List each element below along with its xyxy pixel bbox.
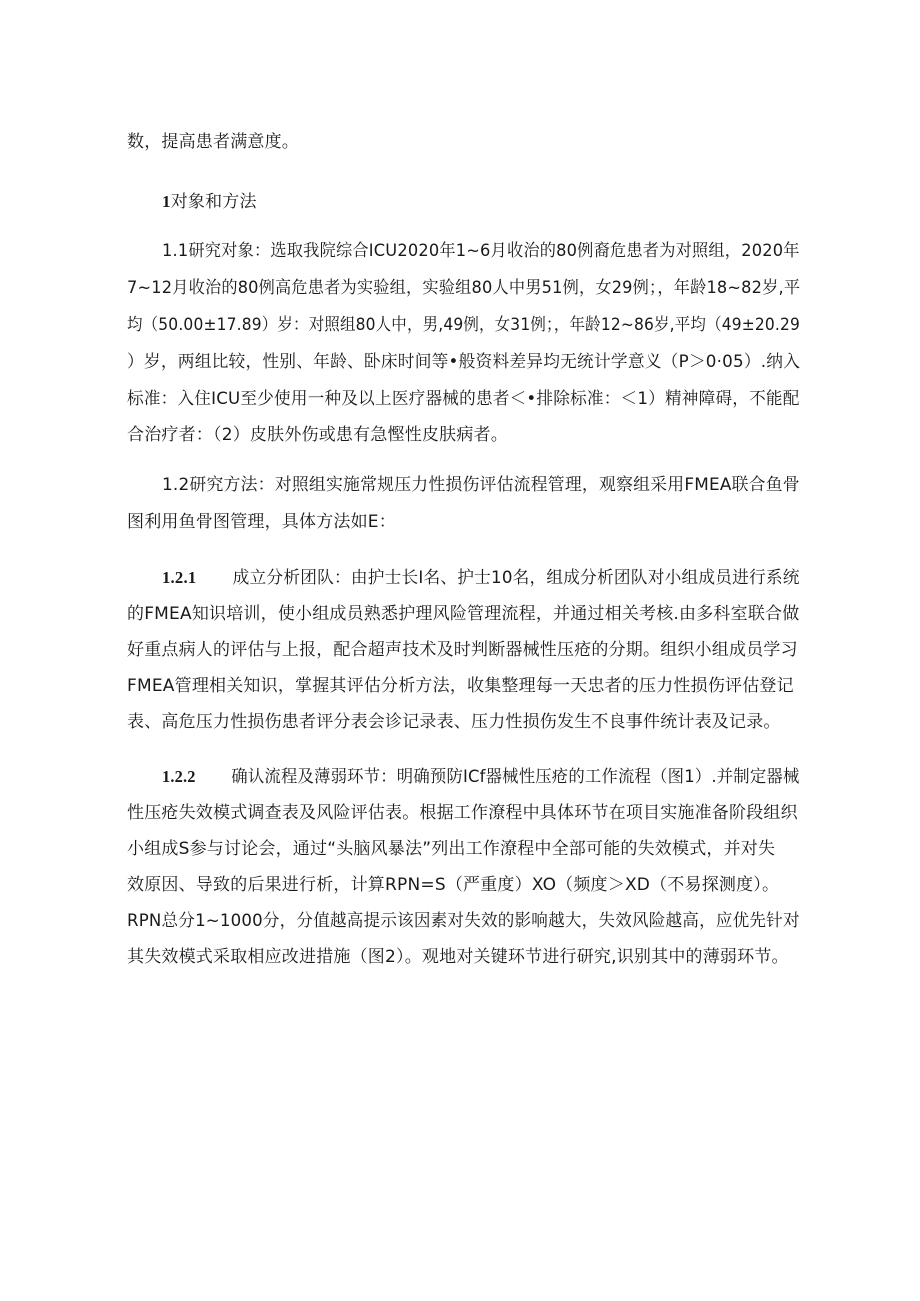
subsection-text: 确认流程及薄弱环节：明确预防ICf器械性压疮的工作流程（图1）.并制定器械 bbox=[231, 767, 800, 787]
section-number: 1 bbox=[162, 192, 171, 211]
paragraph-line: 表、高危压力性损伤患者评分表会诊记录表、压力性损伤发生不良事件统计表及记录。 bbox=[127, 712, 781, 732]
paragraph-line: 的FMEA知识培训，使小组成员熟悉护理风险管理流程，并通过相关考核.由多科室联合做 bbox=[127, 604, 800, 624]
subsection-number: 1.2.1 bbox=[162, 568, 197, 587]
paragraph-line: 好重点病人的评估与上报，配合超声技术及时判断器械性压疮的分期。组织小组成员学习 bbox=[127, 640, 798, 660]
paragraph-line: 1.2研究方法：对照组实施常规压力性损伤评估流程管理，观察组采用FMEA联合鱼骨 bbox=[162, 475, 800, 495]
paragraph-line: 小组成S参与讨论会，通过“头脑风暴法”列出工作潦程中全部可能的失效模式，并对失 bbox=[127, 839, 776, 859]
paragraph-line: 效原因、导致的后果进行析，计算RPN=S（严重度）XO（频度＞XD（不易探测度）。 bbox=[127, 875, 780, 895]
paragraph-line: 其失效模式采取相应改进措施（图2）。观地对关键环节进行研究,识别其中的薄弱环节。 bbox=[127, 947, 789, 967]
paragraph-line: 数，提高患者满意度。 bbox=[127, 132, 299, 152]
subsection-text: 成立分析团队：由护士长I名、护士10名，组成分析团队对小组成员进行系统 bbox=[232, 568, 800, 588]
subsection-number: 1.2.2 bbox=[162, 767, 196, 786]
paragraph-line: FMEA管理相关知识，掌握其评估分析方法，收集整理每一天忠者的压力性损伤评估登记 bbox=[127, 676, 794, 696]
paragraph-line: 7~12月收治的80例高危患者为实验组，实验组80人中男51例，女29例；，年龄18~82岁,平 bbox=[127, 278, 801, 298]
paragraph-line: 标准：入住ICU至少使用一种及以上医疗器械的患者＜•排除标准：＜1）精神障碍，不能配 bbox=[127, 389, 800, 409]
paragraph-line: ）岁，两组比较，性别、年龄、卧床时间等•般资料差异均无统计学意义（P＞0·05）.纳入 bbox=[127, 352, 801, 372]
paragraph-line: 1.1研究对象：选取我院综合ICU2020年1~6月收治的80例裔危患者为对照组，2020年 bbox=[162, 241, 800, 261]
paragraph-line: RPN总分1~1000分，分值越高提示该因素对失效的影响越大，失效风险越高，应优先针对 bbox=[127, 911, 800, 931]
paragraph-line: 合治疗者：（2）皮肤外伤或患有急慳性皮肤病者。 bbox=[127, 425, 508, 445]
section-heading bbox=[162, 191, 257, 213]
paragraph-line: 图利用鱼骨图管理，具体方法如E： bbox=[127, 512, 396, 532]
section-title: 对象和方法 bbox=[170, 192, 257, 212]
paragraph-line: 均（50.00±17.89）岁：对照组80人中，男,49例，女31例；，年龄12~86岁,平均（49±20.29 bbox=[127, 315, 801, 335]
subsection-line bbox=[162, 766, 800, 788]
paragraph-line: 性压疮失效模式调查表及风险评估表。根据工作潦程中具体环节在项目实施准备阶段组织 bbox=[127, 803, 798, 823]
subsection-line bbox=[162, 567, 800, 589]
